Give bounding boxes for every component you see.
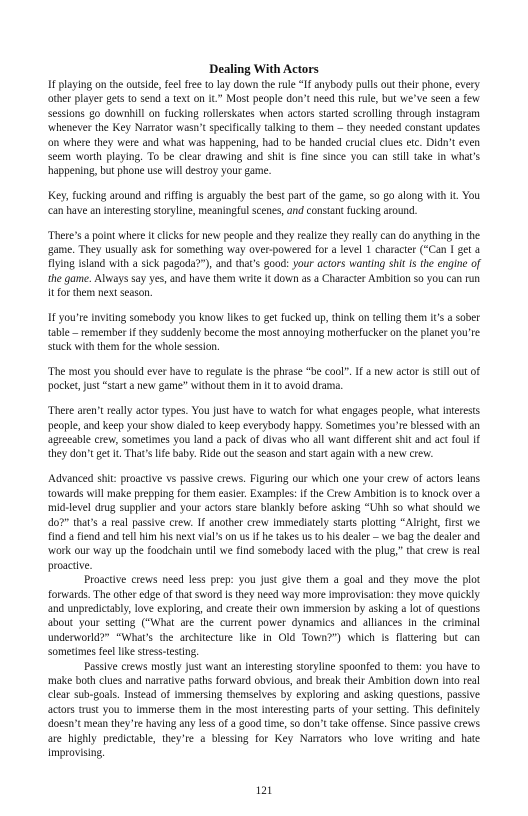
paragraph-passive: Passive crews mostly just want an interesting storyline spoonfed to them: you have to make both clues and narrative paths forward obvious, and break their Ambition down into real clear sub-goals. Instead of immersing themselves by exploring and asking questions, passive actors trust you to immerse them in the most interesting parts of your setting. This definitely doesn’t mean they’re having any less of a good time, so don’t take offense. Since passive crews are highly predictable, they’re a blessing for Key Narrators who love writing and hate improvising. (48, 660, 480, 760)
paragraph-fucking-around-text: Key, fucking around and riffing is arguably the best part of the game, so go along with it. You can have an interesting storyline, meaningful scenes, (48, 190, 480, 217)
paragraph-proactive: Proactive crews need less prep: you just give them a goal and they move the plot forwards. The other edge of that sword is they need way more improvisation: they move quickly and unpredictably, love exploring, and create their own immersion by asking a lot of questions about your setting (“What are the current power dynamics and alliances in the criminal underworld?” “What’s the architecture like in Old Town?”) which is flattering but can sometimes feel like stress-testing. (48, 574, 480, 659)
paragraph-phones: If playing on the outside, feel free to lay down the rule “If anybody pulls out their phone, every other player gets to send a text on it.” Most people don’t need this rule, but we’ve seen a few sessions go downhill on fucking rollerskates when actors started scrolling through instagram whenever the Key Narrator wasn’t specifically talking to them – they needed constant updates on where they were and what was happening, had to be handed crucial clues etc. Didn’t even seem worth playing. To be clear drawing and shit is fine since you can still take in what’s happening, but phone use will destroy your game. (48, 79, 480, 178)
paragraph-clicks-end: . Always say yes, and have them write it down as a Character Ambition so you can run it for them next season. (48, 272, 480, 300)
paragraph-be-cool: The most you should ever have to regulate is the phrase “be cool”. If a new actor is still out of pocket, just “start a new game” without them in it to avoid drama. (48, 365, 480, 393)
emphasis-and: and (286, 204, 304, 217)
paragraph-fucking-around-end: constant fucking around. (306, 204, 418, 217)
paragraph-clicks-text: There’s a point where it clicks for new people and they realize they really can do anything in the game. They usually ask for something way over-powered for a level 1 character (“Can I get a flying island with a sick pagoda?”), and that’s good: (48, 229, 480, 271)
emphasis-engine: your actors wanting shit is the engine of the game (48, 258, 480, 285)
page-number: 121 (255, 785, 273, 797)
paragraph-actor-types: There aren’t really actor types. You just have to watch for what engages people, what interests people, and keep your show dialed to keep everybody happy. Sometimes you’re blessed with an agreeable crew, sometimes you land a pack of divas who all want different shit and act foul if they don’t get it. That’s life baby. Ride out the season and start again with a new crew. (48, 405, 480, 461)
paragraph-advanced: Advanced shit: proactive vs passive crews. Figuring our which one your crew of actors leans towards will make prepping for them easier. Examples: if the Crew Ambition is to knock over a mid-level drug supplier and your actors stare blankly before asking “Uhh so what should we do?” that’s a real passive crew. If another crew immediately starts plotting “Alright, first we find a fiend and tell him his next vial’s on us if he takes us to his dealer – we bag the dealer and work our way up the foodchain until we find somebody laced with the plug,” that crew is real proactive. (48, 473, 480, 572)
section-title: Dealing With Actors (209, 62, 319, 76)
paragraph-clicks (48, 229, 480, 301)
paragraph-sober-table: If you’re inviting somebody you know likes to get fucked up, think on telling them it’s a sober table – remember if they suddenly become the most annoying motherfucker on the planet you’re stuck with them for the whole session. (48, 312, 480, 353)
paragraph-fucking-around (48, 189, 480, 218)
